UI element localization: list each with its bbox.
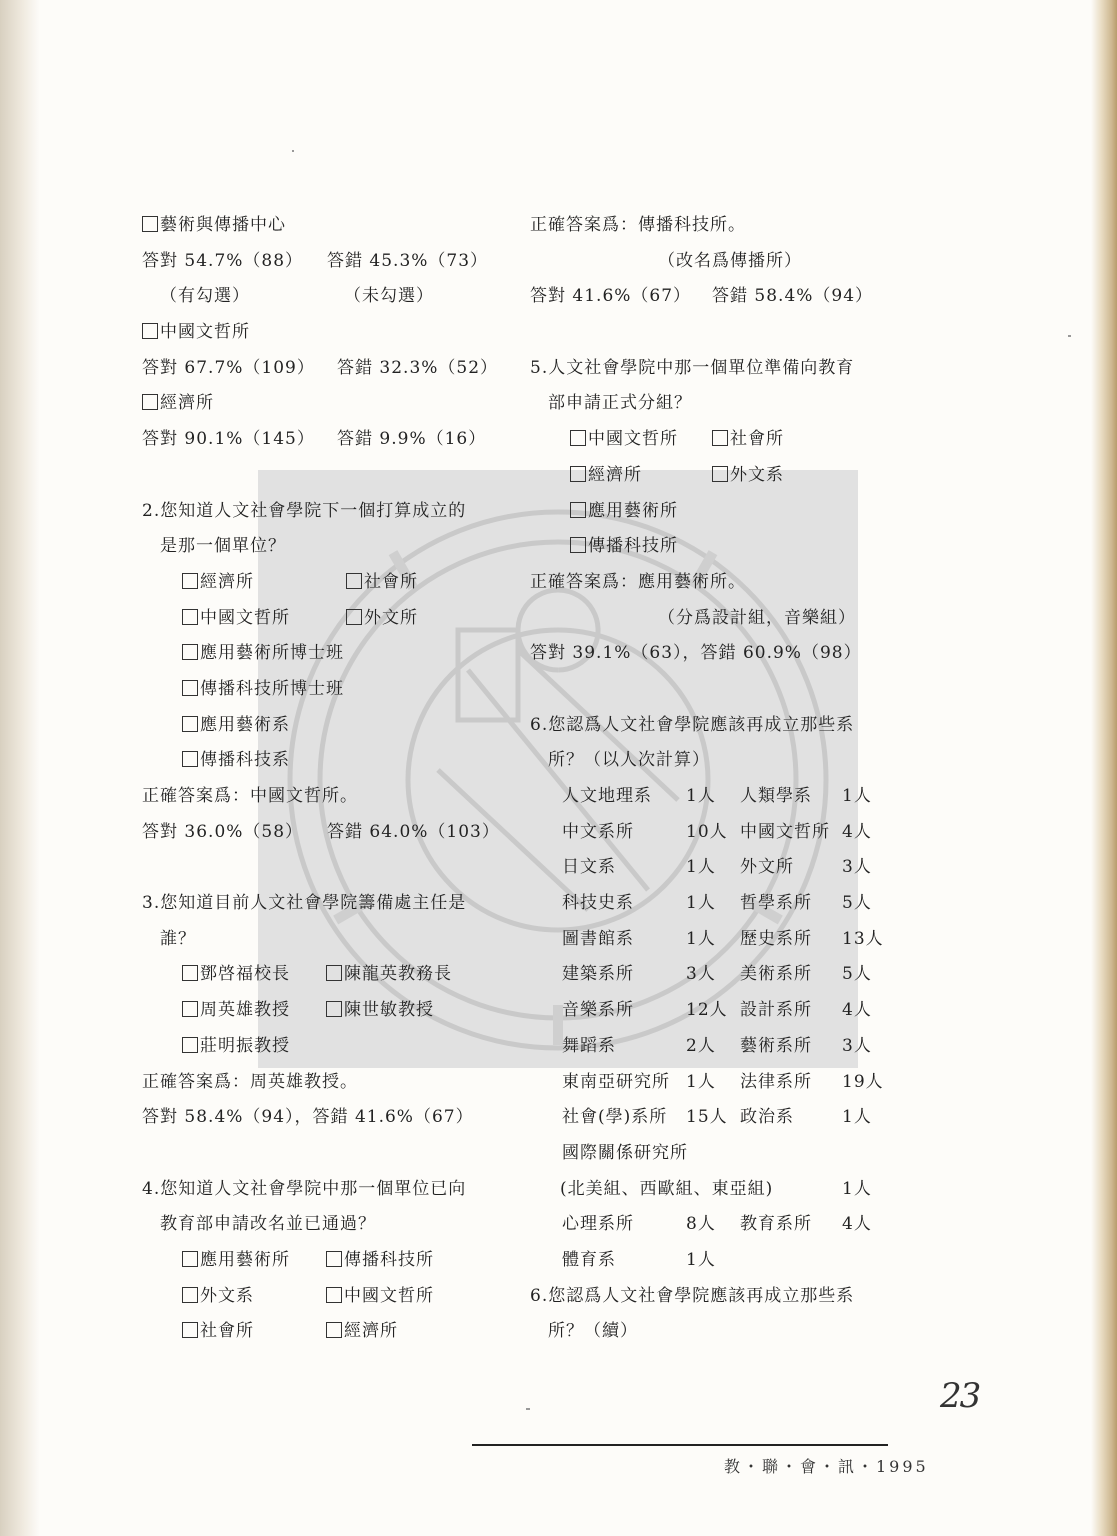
dept-count: 1人 (686, 857, 716, 878)
question-text: 教育部申請改名並已通過？ (160, 1214, 376, 1235)
q5-options-row (530, 458, 910, 494)
dept-name: 圖書館系 (562, 928, 634, 949)
dept-name: 歷史系所 (740, 928, 812, 949)
q3-stat (142, 1100, 514, 1136)
dept-count: 2人 (686, 1035, 716, 1056)
checkbox-icon (142, 323, 158, 339)
q2-option (142, 636, 514, 672)
dept-count: 1人 (686, 928, 716, 949)
checkbox-icon (182, 609, 198, 625)
q3-question-cont (142, 922, 514, 958)
art-center-stat (142, 244, 514, 280)
question-text: 誰？ (160, 928, 196, 949)
q5-note (530, 601, 910, 637)
dept-name: 美術系所 (740, 964, 812, 985)
dept-name: 心理系所 (562, 1214, 634, 1235)
question-text: 2.您知道人文社會學院下一個打算成立的 (142, 500, 467, 521)
dept-count: 3人 (842, 857, 872, 878)
dept-count: 5人 (842, 964, 872, 985)
option-label: 傳播科技所博士班 (200, 678, 344, 699)
checkbox-icon (182, 680, 198, 696)
dept-count: 10人 (686, 821, 728, 842)
q4-answer (530, 208, 910, 244)
question-text: 5.人文社會學院中那一個單位準備向教育 (530, 357, 855, 378)
page-edge-shadow (0, 0, 40, 1536)
q6-row (530, 957, 910, 993)
page-number: 23 (940, 1376, 980, 1416)
checkbox-icon (142, 394, 158, 410)
option-label: 外文系 (200, 1285, 254, 1306)
dept-name: 外文所 (740, 857, 794, 878)
checkbox-icon (346, 573, 362, 589)
q6-cont-question-cont (530, 1314, 910, 1350)
q3-answer (142, 1065, 514, 1101)
art-center-option (142, 208, 514, 244)
option-label: 外文所 (364, 607, 418, 628)
q2-question-cont (142, 529, 514, 565)
checkbox-icon (346, 609, 362, 625)
q6-row (530, 815, 910, 851)
option-label: 傳播科技所 (344, 1249, 434, 1270)
checkbox-icon (326, 1287, 342, 1303)
q5-question-cont (530, 386, 910, 422)
checkbox-icon (182, 1322, 198, 1338)
q5-answer (530, 565, 910, 601)
checkbox-icon (182, 716, 198, 732)
question-text: 是那一個單位？ (160, 536, 286, 557)
question-text: 4.您知道人文社會學院中那一個單位已向 (142, 1178, 467, 1199)
dept-name: 日文系 (562, 857, 616, 878)
stat-right: 答對 67.7%（109） (142, 357, 315, 378)
art-center-note (142, 279, 514, 315)
dept-name: 體育系 (562, 1249, 616, 1270)
question-text: 3.您知道目前人文社會學院籌備處主任是 (142, 893, 467, 914)
q3-options-row (142, 993, 514, 1029)
option-label: 莊明振教授 (200, 1035, 290, 1056)
question-text: 6.您認爲人文社會學院應該再成立那些系 (530, 1285, 855, 1306)
note-unchecked: （未勾選） (344, 286, 434, 307)
right-column (530, 208, 910, 1350)
checkbox-icon (570, 466, 586, 482)
answer-text: 正確答案爲：中國文哲所。 (142, 786, 358, 806)
scan-speck (292, 150, 294, 152)
stat-text: 答對 58.4%（94），答錯 41.6%（67） (142, 1107, 474, 1128)
q5-question (530, 351, 910, 387)
dept-name: 設計系所 (740, 1000, 812, 1021)
dept-count: 8人 (686, 1214, 716, 1235)
q5-option (530, 529, 910, 565)
checkbox-icon (182, 965, 198, 981)
q4-options-row (142, 1279, 514, 1315)
checkbox-icon (326, 1251, 342, 1267)
option-label: 傳播科技系 (200, 750, 290, 771)
stat-text: 答對 39.1%（63），答錯 60.9%（98） (530, 643, 862, 664)
q6-row (530, 1207, 910, 1243)
option-label: 中國文哲所 (160, 322, 250, 343)
q5-stat (530, 636, 910, 672)
option-label: 應用藝術所 (588, 500, 678, 521)
checkbox-icon (712, 430, 728, 446)
option-label: 應用藝術所博士班 (200, 643, 344, 664)
q6-question-cont (530, 743, 910, 779)
question-text: 所？（續） (548, 1321, 638, 1342)
option-label: 陳龍英教務長 (344, 964, 452, 985)
dept-name: 中文系所 (562, 821, 634, 842)
dept-count: 1人 (842, 786, 872, 806)
checkbox-icon (712, 466, 728, 482)
dept-count: 3人 (686, 964, 716, 985)
checkbox-icon (326, 1322, 342, 1338)
dept-count: 4人 (842, 821, 872, 842)
option-label: 周英雄教授 (200, 1000, 290, 1021)
chinese-stat (142, 351, 514, 387)
q6-row (530, 922, 910, 958)
dept-name: 人文地理系 (562, 786, 652, 806)
q6-row (530, 850, 910, 886)
dept-name: 中國文哲所 (740, 821, 830, 842)
note-checked: （有勾選） (160, 286, 250, 307)
scan-speck (526, 1408, 530, 1410)
dept-name: 音樂系所 (562, 1000, 634, 1021)
left-column (142, 208, 514, 1350)
dept-count: 1人 (686, 1249, 716, 1270)
question-text: 所？（以人次計算） (548, 750, 710, 771)
q6-row (530, 1243, 910, 1279)
question-text: 6.您認爲人文社會學院應該再成立那些系 (530, 714, 855, 735)
stat-right: 答對 90.1%（145） (142, 429, 315, 450)
q4-options-row (142, 1243, 514, 1279)
stat-wrong: 答錯 64.0%（103） (327, 821, 500, 842)
dept-count: 1人 (842, 1107, 872, 1128)
checkbox-icon (326, 965, 342, 981)
q4-question (142, 1172, 514, 1208)
option-label: 經濟所 (160, 393, 214, 414)
q2-options-row (142, 601, 514, 637)
dept-count: 4人 (842, 1214, 872, 1235)
option-label: 陳世敏教授 (344, 1000, 434, 1021)
dept-name: 科技史系 (562, 893, 634, 914)
answer-note: （分爲設計組，音樂組） (658, 607, 856, 628)
question-text: 部申請正式分組？ (548, 393, 692, 414)
q6-row (530, 779, 910, 815)
answer-text: 正確答案爲：周英雄教授。 (142, 1071, 358, 1092)
dept-name: 哲學系所 (740, 893, 812, 914)
dept-name: 人類學系 (740, 786, 812, 806)
option-label: 社會所 (730, 429, 784, 450)
dept-name: 國際關係研究所 (562, 1142, 688, 1163)
dept-detail: (北美組、西歐組、東亞組) (560, 1178, 774, 1199)
q6-tally-table (530, 779, 910, 1136)
q6-row (530, 1029, 910, 1065)
dept-name: 建築系所 (562, 964, 634, 985)
checkbox-icon (182, 1287, 198, 1303)
checkbox-icon (182, 1001, 198, 1017)
checkbox-icon (182, 1251, 198, 1267)
q4-question-cont (142, 1207, 514, 1243)
q6-row (530, 886, 910, 922)
stat-wrong: 答錯 9.9%（16） (337, 429, 487, 450)
stat-wrong: 答錯 45.3%（73） (327, 250, 489, 271)
option-label: 應用藝術系 (200, 714, 290, 735)
dept-name: 政治系 (740, 1107, 794, 1128)
option-label: 中國文哲所 (588, 429, 678, 450)
q2-question (142, 494, 514, 530)
q6-question (530, 708, 910, 744)
q6-row (530, 993, 910, 1029)
answer-text: 正確答案爲：應用藝術所。 (530, 571, 746, 592)
option-label: 藝術與傳播中心 (160, 215, 286, 235)
option-label: 社會所 (200, 1321, 254, 1342)
checkbox-icon (182, 644, 198, 660)
dept-count: 12人 (686, 1000, 728, 1021)
q6-row-intl (530, 1136, 910, 1172)
stat-right: 答對 36.0%（58） (142, 821, 304, 842)
checkbox-icon (570, 502, 586, 518)
option-label: 經濟所 (200, 571, 254, 592)
q5-options-row (530, 422, 910, 458)
q6-row (530, 1065, 910, 1101)
footer-journal-title: 教・聯・會・訊・1995 (724, 1457, 929, 1476)
dept-count: 19人 (842, 1071, 884, 1092)
dept-name: 法律系所 (740, 1071, 812, 1092)
q5-option (530, 494, 910, 530)
q2-option (142, 708, 514, 744)
checkbox-icon (570, 537, 586, 553)
q4-stat (530, 279, 910, 315)
checkbox-icon (326, 1001, 342, 1017)
econ-option (142, 386, 514, 422)
dept-count: 3人 (842, 1035, 872, 1056)
option-label: 中國文哲所 (344, 1285, 434, 1306)
q4-options-row (142, 1314, 514, 1350)
q6-row (530, 1100, 910, 1136)
option-label: 經濟所 (344, 1321, 398, 1342)
dept-name: 藝術系所 (740, 1035, 812, 1056)
checkbox-icon (142, 216, 158, 232)
dept-name: 社會(學)系所 (562, 1107, 668, 1128)
checkbox-icon (182, 1037, 198, 1053)
scan-speck (1068, 335, 1071, 337)
q2-option (142, 672, 514, 708)
q2-stat (142, 815, 514, 851)
option-label: 傳播科技所 (588, 536, 678, 557)
q2-option (142, 743, 514, 779)
q4-note (530, 244, 910, 280)
option-label: 鄧啓福校長 (200, 964, 290, 985)
checkbox-icon (570, 430, 586, 446)
stat-right: 答對 54.7%（88） (142, 250, 304, 271)
option-label: 社會所 (364, 571, 418, 592)
q6-cont-question (530, 1279, 910, 1315)
dept-name: 舞蹈系 (562, 1035, 616, 1056)
q3-options-row (142, 957, 514, 993)
stat-right: 答對 41.6%（67） (530, 286, 692, 307)
option-label: 外文系 (730, 464, 784, 485)
dept-count: 1人 (686, 893, 716, 914)
dept-count: 1人 (686, 786, 716, 806)
q6-row-intl-detail (530, 1172, 910, 1208)
checkbox-icon (182, 751, 198, 767)
dept-count: 15人 (686, 1107, 728, 1128)
q3-question (142, 886, 514, 922)
checkbox-icon (182, 573, 198, 589)
dept-count: 1人 (842, 1178, 872, 1199)
answer-text: 正確答案爲：傳播科技所。 (530, 215, 746, 235)
q2-options-row (142, 565, 514, 601)
stat-wrong: 答錯 32.3%（52） (337, 357, 499, 378)
page-edge-binding (1091, 0, 1117, 1536)
dept-count: 5人 (842, 893, 872, 914)
answer-note: （改名爲傳播所） (658, 250, 802, 271)
footer-rule (472, 1444, 888, 1446)
dept-count: 13人 (842, 928, 884, 949)
q2-answer (142, 779, 514, 815)
stat-wrong: 答錯 58.4%（94） (712, 286, 874, 307)
dept-name: 東南亞研究所 (562, 1071, 670, 1092)
dept-name: 教育系所 (740, 1214, 812, 1235)
q3-option (142, 1029, 514, 1065)
dept-count: 4人 (842, 1000, 872, 1021)
chinese-option (142, 315, 514, 351)
option-label: 中國文哲所 (200, 607, 290, 628)
dept-count: 1人 (686, 1071, 716, 1092)
econ-stat (142, 422, 514, 458)
option-label: 應用藝術所 (200, 1249, 290, 1270)
option-label: 經濟所 (588, 464, 642, 485)
